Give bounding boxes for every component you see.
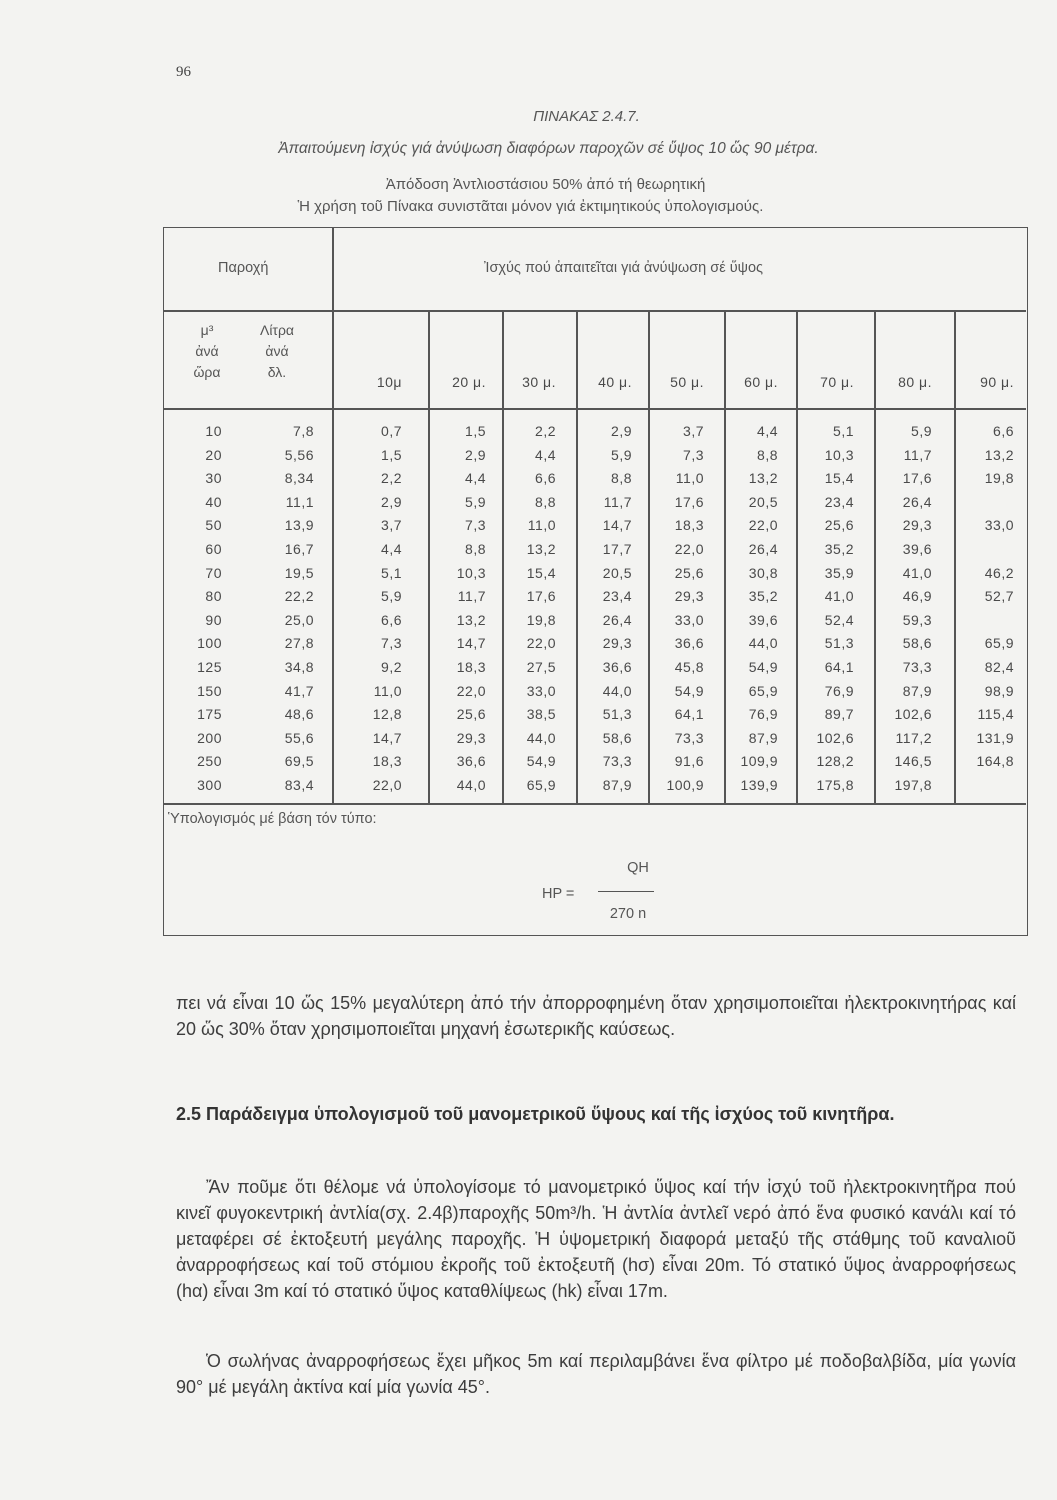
power-cell: 8,8 [611, 470, 632, 487]
power-cell: 17,6 [674, 493, 704, 510]
power-cell: 25,6 [456, 706, 486, 723]
flow-ls-cell: 13,9 [284, 517, 314, 534]
power-cell: 22,0 [372, 777, 402, 793]
flow-m3h-cell: 90 [205, 611, 222, 628]
power-cell: 11,7 [903, 446, 932, 463]
power-cell: 6,6 [535, 470, 556, 487]
power-cell: 139,9 [740, 777, 778, 793]
power-cell: 44,0 [526, 729, 556, 746]
power-cell: 197,8 [894, 777, 932, 793]
power-cell: 109,9 [740, 753, 778, 770]
paragraph-example: Ἄν ποῦμε ὅτι θέλομε νά ὑπολογίσομε τό μανομετρικό ὕψος καί τήν ἰσχύ τοῦ ἠλεκτροκινητῆρα πού κινεῖ φυγοκεντρική ἀντλία(σχ. 2.4β)παροχῆς 50m³/h. Ἡ ἀντλία ἀντλεῖ νερό ἀπό ἕνα φυσικό κανάλι καί τό μεταφέρει σέ ἐκτοξευτή μεγάλης παροχῆς. Ἡ ὑψομετρική διαφορά μεταξύ τῆς στάθμης τοῦ καναλιοῦ ἀναρροφήσεως καί τοῦ στόμιου ἐκροῆς τοῦ ἐκτοξευτῆ (hσ) εἶναι 20m. Τό στατικό ὕψος ἀναρροφήσεως (hα) εἶναι 3m καί τό στατικό ὕψος καταθλίψεως (hk) εἶναι 17m. [176, 1177, 1016, 1301]
power-cell: 4,4 [465, 470, 486, 487]
power-cell: 87,9 [748, 729, 778, 746]
flow-m3h-cell: 300 [197, 777, 222, 793]
power-cell: 13,2 [456, 611, 486, 628]
flow-m3h-cell: 100 [197, 635, 222, 652]
power-cell: 1,5 [465, 423, 486, 439]
power-cell: 29,3 [902, 517, 932, 534]
power-cell: 7,3 [683, 446, 704, 463]
power-table [163, 227, 1028, 936]
power-cell: 102,6 [894, 706, 932, 723]
power-cell: 29,3 [674, 588, 704, 605]
power-cell: 39,6 [748, 611, 778, 628]
flow-ls-cell: 22,2 [284, 588, 314, 605]
power-cell: 45,8 [674, 659, 704, 675]
power-cell: 8,8 [757, 446, 778, 463]
height-header: 10μ [376, 374, 402, 390]
power-cell: 18,3 [456, 659, 486, 675]
power-cell: 65,9 [748, 682, 778, 699]
power-cell: 3,7 [683, 423, 704, 439]
flow-header: Παροχή [218, 260, 269, 276]
paragraph-intro: πει νά εἶναι 10 ὥς 15% μεγαλύτερη ἀπό τήν ἀπορροφημένη ὅταν χρησιμοποιεῖται ἠλεκτροκινητήρας καί 20 ὥς 30% ὅταν χρησιμοποιεῖται μηχανή ἐσωτερικῆς καύσεως. [176, 993, 1016, 1039]
power-cell: 20,5 [748, 493, 778, 510]
power-cell: 17,7 [602, 541, 632, 557]
power-cell: 5,1 [381, 564, 402, 581]
flow-m3h-cell: 200 [197, 729, 222, 746]
flow-m3h-cell: 40 [205, 493, 222, 510]
power-cell: 6,6 [381, 611, 402, 628]
unit-cubic-meters-per-hour: μ³ ἀνά ὥρα [193, 322, 221, 380]
power-cell: 5,9 [911, 423, 932, 439]
power-cell: 17,6 [902, 470, 932, 487]
flow-m3h-cell: 70 [205, 564, 222, 581]
power-cell: 8,8 [535, 493, 556, 510]
power-cell: 76,9 [748, 706, 778, 723]
power-cell: 13,2 [984, 446, 1014, 463]
power-cell: 36,6 [602, 659, 632, 675]
power-cell: 8,8 [465, 541, 486, 557]
power-cell: 10,3 [824, 446, 854, 463]
power-cell: 6,6 [993, 423, 1014, 439]
flow-ls-cell: 41,7 [284, 682, 314, 699]
power-cell: 164,8 [976, 753, 1014, 770]
power-cell: 128,2 [816, 753, 854, 770]
power-cell: 76,9 [824, 682, 854, 699]
power-cell: 33,0 [674, 611, 704, 628]
power-cell: 26,4 [748, 541, 778, 557]
power-cell: 5,9 [611, 446, 632, 463]
power-cell: 46,2 [984, 564, 1014, 581]
power-cell: 14,7 [456, 635, 486, 652]
height-header: 90 μ. [980, 374, 1014, 390]
power-cell: 41,0 [824, 588, 854, 605]
fraction-bar [598, 891, 654, 892]
power-cell: 23,4 [824, 493, 854, 510]
power-cell: 39,6 [902, 541, 932, 557]
power-cell: 0,7 [381, 423, 402, 439]
power-cell: 5,9 [381, 588, 402, 605]
power-cell: 5,9 [465, 493, 486, 510]
power-cell: 19,8 [526, 611, 556, 628]
power-cell: 2,2 [381, 470, 402, 487]
flow-m3h-cell: 50 [205, 517, 222, 534]
paragraph-suction-pipe: Ὁ σωλήνας ἀναρροφήσεως ἔχει μῆκος 5m καί περιλαμβάνει ἕνα φίλτρο μέ ποδοβαλβίδα, μία γωνία 90° μέ μεγάλη ἀκτίνα καί μία γωνία 45°. [176, 1351, 1016, 1397]
flow-ls-cell: 25,0 [284, 611, 314, 628]
power-cell: 12,8 [372, 706, 402, 723]
power-cell: 54,9 [748, 659, 778, 675]
power-cell: 3,7 [381, 517, 402, 534]
power-cell: 19,8 [984, 470, 1014, 487]
power-cell: 82,4 [984, 659, 1014, 675]
usage-note: Ἡ χρήση τοῦ Πίνακα συνιστᾶται μόνον γιά ἐκτιμητικούς ὑπολογισμούς. [297, 198, 764, 215]
flow-m3h-cell: 250 [197, 753, 222, 770]
power-cell: 7,3 [381, 635, 402, 652]
power-cell: 20,5 [602, 564, 632, 581]
power-cell: 102,6 [816, 729, 854, 746]
power-cell: 27,5 [526, 659, 556, 675]
flow-ls-cell: 48,6 [284, 706, 314, 723]
power-cell: 117,2 [895, 729, 932, 746]
power-cell: 100,9 [666, 777, 704, 793]
power-cell: 51,3 [602, 706, 632, 723]
power-cell: 65,9 [526, 777, 556, 793]
power-cell: 4,4 [757, 423, 778, 439]
efficiency-note: Ἀπόδοση Ἀντλιοστάσιου 50% ἀπό τή θεωρητική [385, 176, 706, 193]
flow-m3h-cell: 125 [197, 659, 222, 675]
flow-ls-cell: 5,56 [284, 446, 314, 463]
power-cell: 26,4 [902, 493, 932, 510]
power-cell: 2,2 [535, 423, 556, 439]
power-cell: 87,9 [602, 777, 632, 793]
power-cell: 58,6 [902, 635, 932, 652]
power-cell: 44,0 [602, 682, 632, 699]
power-cell: 23,4 [602, 588, 632, 605]
height-header: 70 μ. [820, 374, 854, 390]
formula-label: Ὑπολογισμός μέ βάση τόν τύπο: [168, 811, 377, 827]
height-header: 30 μ. [522, 374, 556, 390]
flow-ls-cell: 34,8 [284, 659, 314, 675]
power-cell: 52,4 [824, 611, 854, 628]
flow-m3h-cell: 175 [197, 706, 222, 723]
power-cell: 87,9 [902, 682, 932, 699]
power-cell: 98,9 [984, 682, 1014, 699]
power-cell: 36,6 [674, 635, 704, 652]
flow-m3h-cell: 30 [205, 470, 222, 487]
power-cell: 25,6 [674, 564, 704, 581]
power-cell: 30,8 [748, 564, 778, 581]
power-cell: 11,0 [675, 470, 704, 487]
power-cell: 11,7 [457, 588, 486, 605]
power-cell: 89,7 [824, 706, 854, 723]
flow-m3h-cell: 20 [205, 446, 222, 463]
power-cell: 26,4 [602, 611, 632, 628]
flow-ls-cell: 8,34 [284, 470, 314, 487]
power-cell: 14,7 [372, 729, 402, 746]
formula-numerator: QH [627, 860, 649, 876]
power-cell: 33,0 [526, 682, 556, 699]
power-cell: 18,3 [372, 753, 402, 770]
power-cell: 2,9 [611, 423, 632, 439]
flow-ls-cell: 7,8 [293, 423, 314, 439]
power-cell: 44,0 [748, 635, 778, 652]
power-cell: 10,3 [456, 564, 486, 581]
power-cell: 2,9 [465, 446, 486, 463]
power-cell: 11,0 [373, 682, 402, 699]
power-cell: 1,5 [381, 446, 402, 463]
power-cell: 175,8 [816, 777, 854, 793]
page-number: 96 [176, 64, 191, 80]
power-cell: 29,3 [602, 635, 632, 652]
power-cell: 14,7 [602, 517, 632, 534]
power-cell: 22,0 [748, 517, 778, 534]
power-cell: 64,1 [824, 659, 854, 675]
power-cell: 4,4 [381, 541, 402, 557]
flow-ls-cell: 83,4 [284, 777, 314, 793]
power-cell: 7,3 [465, 517, 486, 534]
power-cell: 131,9 [976, 729, 1014, 746]
power-cell: 54,9 [674, 682, 704, 699]
flow-m3h-cell: 60 [205, 541, 222, 557]
table-subtitle: Ἀπαιτούμενη ἰσχύς γιά ἀνύψωση διαφόρων παροχῶν σέ ὕψος 10 ὥς 90 μέτρα. [278, 140, 819, 157]
power-cell: 41,0 [902, 564, 932, 581]
power-cell: 11,7 [603, 493, 632, 510]
power-cell: 2,9 [381, 493, 402, 510]
height-header: 20 μ. [452, 374, 486, 390]
power-cell: 13,2 [526, 541, 556, 557]
flow-ls-cell: 27,8 [284, 635, 314, 652]
power-cell: 44,0 [456, 777, 486, 793]
flow-m3h-cell: 10 [205, 423, 222, 439]
power-cell: 52,7 [984, 588, 1014, 605]
height-header: 50 μ. [670, 374, 704, 390]
power-cell: 35,2 [748, 588, 778, 605]
power-cell: 15,4 [526, 564, 556, 581]
table-title: ΠΙΝΑΚΑΣ 2.4.7. [533, 108, 640, 125]
power-cell: 54,9 [526, 753, 556, 770]
power-cell: 59,3 [902, 611, 932, 628]
power-cell: 146,5 [894, 753, 932, 770]
power-cell: 91,6 [674, 753, 704, 770]
flow-m3h-cell: 80 [205, 588, 222, 605]
power-cell: 64,1 [674, 706, 704, 723]
power-cell: 18,3 [674, 517, 704, 534]
flow-ls-cell: 16,7 [284, 541, 314, 557]
flow-m3h-cell: 150 [197, 682, 222, 699]
power-cell: 65,9 [984, 635, 1014, 652]
power-header: Ἰσχύς πού ἀπαιτεῖται γιά ἀνύψωση σέ ὕψος [484, 260, 764, 276]
power-cell: 22,0 [674, 541, 704, 557]
power-cell: 46,9 [902, 588, 932, 605]
flow-ls-cell: 55,6 [284, 729, 314, 746]
power-cell: 25,6 [824, 517, 854, 534]
power-cell: 33,0 [984, 517, 1014, 534]
power-cell: 13,2 [748, 470, 778, 487]
power-cell: 115,4 [977, 706, 1014, 723]
flow-ls-cell: 11,1 [285, 493, 314, 510]
flow-ls-cell: 19,5 [284, 564, 314, 581]
flow-ls-cell: 69,5 [284, 753, 314, 770]
power-cell: 51,3 [824, 635, 854, 652]
power-cell: 17,6 [526, 588, 556, 605]
height-header: 80 μ. [898, 374, 932, 390]
power-cell: 73,3 [902, 659, 932, 675]
power-cell: 36,6 [456, 753, 486, 770]
power-cell: 4,4 [535, 446, 556, 463]
height-header: 60 μ. [744, 374, 778, 390]
power-cell: 22,0 [456, 682, 486, 699]
formula-denominator: 270 n [609, 906, 647, 922]
power-cell: 22,0 [526, 635, 556, 652]
power-cell: 9,2 [381, 659, 402, 675]
power-cell: 58,6 [602, 729, 632, 746]
power-cell: 38,5 [526, 706, 556, 723]
unit-liters-per-second: Λίτρα ἀνά δλ. [259, 322, 295, 380]
height-header: 40 μ. [598, 374, 632, 390]
section-heading: 2.5 Παράδειγμα ὑπολογισμοῦ τοῦ μανομετρικοῦ ὕψους καί τῆς ἰσχύος τοῦ κινητῆρα. [176, 1104, 895, 1124]
power-cell: 5,1 [833, 423, 854, 439]
power-cell: 29,3 [456, 729, 486, 746]
power-cell: 35,2 [824, 541, 854, 557]
formula-lhs: HP = [542, 886, 575, 902]
power-cell: 11,0 [527, 517, 556, 534]
power-cell: 15,4 [824, 470, 854, 487]
power-cell: 73,3 [674, 729, 704, 746]
power-cell: 73,3 [602, 753, 632, 770]
power-cell: 35,9 [824, 564, 854, 581]
